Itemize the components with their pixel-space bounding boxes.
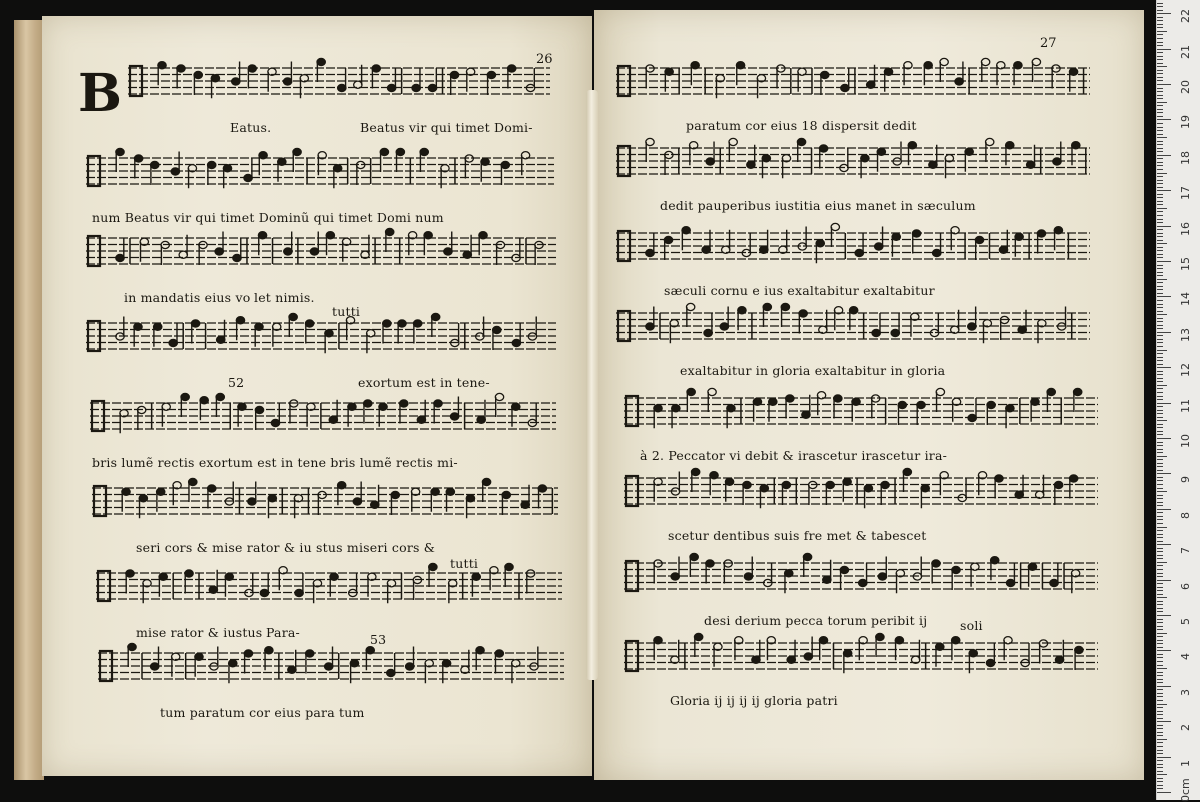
ruler-tick (1157, 335, 1163, 336)
ruler-tick (1157, 626, 1163, 627)
ruler-tick (1157, 760, 1163, 761)
book-gutter (586, 90, 598, 680)
ruler-tick (1157, 509, 1171, 510)
ruler-label: 19 (1179, 115, 1192, 130)
ruler-tick (1157, 229, 1163, 230)
ruler-tick (1157, 350, 1167, 351)
ruler-tick (1157, 774, 1167, 775)
lyric-line: dedit pauperibus iustitia eius manet in sæculum (660, 198, 976, 213)
music-staff (86, 140, 554, 202)
ruler-tick (1157, 735, 1163, 736)
ruler-tick (1157, 286, 1163, 287)
ruler-tick (1157, 282, 1163, 283)
ruler-label: 2 (1179, 724, 1192, 732)
ruler-tick (1157, 512, 1163, 513)
ruler-tick (1157, 194, 1163, 195)
ruler-tick (1157, 640, 1163, 641)
ruler-tick (1157, 63, 1163, 64)
ruler-tick (1157, 91, 1163, 92)
ruler-tick (1157, 721, 1171, 722)
ruler-tick (1157, 700, 1163, 701)
ruler-tick (1157, 165, 1163, 166)
ruler-tick (1157, 718, 1163, 719)
ruler-tick (1157, 219, 1163, 220)
ruler-label: 6 (1179, 582, 1192, 590)
ruler-tick (1157, 558, 1163, 559)
ruler-tick (1157, 675, 1163, 676)
music-staff (616, 130, 1090, 192)
ruler-tick (1157, 119, 1171, 120)
ruler-tick (1157, 240, 1163, 241)
ruler-tick (1157, 155, 1171, 156)
ruler-tick (1157, 367, 1171, 368)
ruler-label: 8 (1179, 511, 1192, 519)
lyric-line: sæculi cornu e ius exaltabitur exaltabitur (664, 283, 935, 298)
ruler-tick (1157, 452, 1163, 453)
ruler-tick (1157, 466, 1163, 467)
book-page-edges (14, 20, 44, 780)
ruler-tick (1157, 672, 1163, 673)
ruler-tick (1157, 608, 1163, 609)
ruler-tick (1157, 682, 1163, 683)
ruler-tick (1157, 739, 1167, 740)
ruler-tick (1157, 197, 1163, 198)
ruler-tick (1157, 24, 1163, 25)
music-staff (624, 625, 1098, 687)
ruler-tick (1157, 431, 1163, 432)
ruler-tick (1157, 3, 1163, 4)
ruler-tick (1157, 502, 1163, 503)
ruler-tick (1157, 477, 1163, 478)
ruler-tick (1157, 537, 1163, 538)
ruler-tick (1157, 52, 1163, 53)
ruler-tick (1157, 403, 1171, 404)
ruler-tick (1157, 17, 1163, 18)
ruler-tick (1157, 98, 1163, 99)
ruler-tick (1157, 427, 1163, 428)
ruler-tick (1157, 488, 1163, 489)
ruler-tick (1157, 767, 1163, 768)
ruler-label: 16 (1179, 221, 1192, 236)
ruler-tick (1157, 49, 1171, 50)
ruler-tick (1157, 434, 1163, 435)
music-staff (624, 380, 1098, 442)
ruler-tick (1157, 622, 1163, 623)
ruler-tick (1157, 95, 1163, 96)
ruler-tick (1157, 686, 1171, 687)
ruler-tick (1157, 534, 1163, 535)
music-staff (86, 220, 556, 282)
ruler-tick (1157, 594, 1163, 595)
measuring-ruler (1156, 0, 1200, 800)
ruler-tick (1157, 424, 1163, 425)
ruler-tick (1157, 105, 1163, 106)
music-staff (86, 305, 556, 367)
ruler-tick (1157, 243, 1167, 244)
ruler-tick (1157, 665, 1163, 666)
ruler-tick (1157, 449, 1163, 450)
ruler-tick (1157, 102, 1167, 103)
lyric-line: mise rator & iustus (136, 625, 263, 640)
ruler-tick (1157, 318, 1163, 319)
ruler-tick (1157, 551, 1163, 552)
ruler-tick (1157, 151, 1163, 152)
ruler-tick (1157, 689, 1163, 690)
ruler-tick (1157, 583, 1163, 584)
ruler-tick (1157, 180, 1163, 181)
music-staff (92, 470, 558, 532)
ruler-tick (1157, 530, 1163, 531)
ruler-label: 13 (1179, 327, 1192, 342)
ruler-tick (1157, 328, 1163, 329)
ruler-tick (1157, 456, 1167, 457)
ruler-tick (1157, 134, 1163, 135)
ruler-label: 17 (1179, 186, 1192, 201)
lyric-line: à 2. Peccator vi debit & irascetur irascetur ira- (640, 448, 948, 463)
ruler-tick (1157, 360, 1163, 361)
ruler-tick (1157, 732, 1163, 733)
ruler-tick (1157, 236, 1163, 237)
ruler-tick (1157, 272, 1163, 273)
ruler-tick (1157, 226, 1171, 227)
lyric-line: 52 (228, 375, 245, 390)
ruler-tick (1157, 523, 1163, 524)
ruler-tick (1157, 714, 1163, 715)
ruler-tick (1157, 201, 1163, 202)
ruler-tick (1157, 548, 1163, 549)
ruler-tick (1157, 654, 1163, 655)
ruler-tick (1157, 388, 1163, 389)
ruler-label: 14 (1179, 292, 1192, 307)
ruler-tick (1157, 650, 1171, 651)
ruler-tick (1157, 445, 1163, 446)
ruler-tick (1157, 693, 1163, 694)
ruler-tick (1157, 711, 1163, 712)
music-staff (624, 545, 1098, 607)
ruler-tick (1157, 257, 1163, 258)
ruler-tick (1157, 162, 1163, 163)
lyric-line: in mandatis eius vo (124, 290, 251, 305)
lyric-line: tum paratum cor eius para tum (160, 705, 365, 720)
ruler-tick (1157, 116, 1163, 117)
ruler-tick (1157, 788, 1163, 789)
ruler-tick (1157, 753, 1163, 754)
ruler-tick (1157, 73, 1163, 74)
left-page-number: 26 (536, 52, 553, 67)
ruler-label: 12 (1179, 363, 1192, 378)
ruler-tick (1157, 169, 1163, 170)
ruler-tick (1157, 498, 1163, 499)
lyric-line: bris lumẽ rectis exortum est in tene bris lumẽ rectis mi- (92, 455, 458, 470)
performance-marker: tutti (332, 304, 361, 319)
ruler-tick (1157, 420, 1167, 421)
music-staff (616, 215, 1090, 277)
music-staff (96, 555, 562, 617)
ruler-tick (1157, 332, 1171, 333)
ruler-tick (1157, 261, 1171, 262)
ruler-tick (1157, 176, 1163, 177)
ruler-tick (1157, 190, 1171, 191)
ruler-label: 0cm (1179, 778, 1192, 802)
decorated-initial: B (78, 63, 122, 124)
ruler-tick (1157, 746, 1163, 747)
ruler-tick (1157, 410, 1163, 411)
ruler-label: 4 (1179, 653, 1192, 661)
music-staff (98, 635, 564, 697)
ruler-tick (1157, 80, 1163, 81)
ruler-tick (1157, 374, 1163, 375)
ruler-tick (1157, 396, 1163, 397)
ruler-tick (1157, 785, 1163, 786)
ruler-tick (1157, 275, 1163, 276)
ruler-tick (1157, 353, 1163, 354)
ruler-tick (1157, 647, 1163, 648)
ruler-tick (1157, 696, 1163, 697)
ruler-tick (1157, 527, 1167, 528)
ruler-tick (1157, 781, 1163, 782)
ruler-label: 7 (1179, 547, 1192, 555)
music-staff (616, 295, 1090, 357)
ruler-tick (1157, 636, 1163, 637)
ruler-tick (1157, 204, 1163, 205)
ruler-tick (1157, 112, 1163, 113)
ruler-tick (1157, 371, 1163, 372)
ruler-tick (1157, 565, 1163, 566)
ruler-tick (1157, 13, 1171, 14)
ruler-tick (1157, 597, 1167, 598)
ruler-tick (1157, 342, 1163, 343)
ruler-tick (1157, 764, 1163, 765)
ruler-tick (1157, 601, 1163, 602)
ruler-tick (1157, 148, 1163, 149)
ruler-label: 11 (1179, 398, 1192, 413)
ruler-label: 5 (1179, 618, 1192, 625)
ruler-label: 3 (1179, 688, 1192, 696)
ruler-tick (1157, 183, 1163, 184)
ruler-tick (1157, 442, 1163, 443)
ruler-tick (1157, 657, 1163, 658)
lyric-line: seri cors & mise rator & iu stus miseri cors & (136, 540, 436, 555)
ruler-tick (1157, 364, 1163, 365)
ruler-tick (1157, 392, 1163, 393)
ruler-tick (1157, 265, 1163, 266)
ruler-tick (1157, 611, 1163, 612)
ruler-label: 22 (1179, 9, 1192, 24)
ruler-tick (1157, 587, 1163, 588)
ruler-tick (1157, 505, 1163, 506)
ruler-tick (1157, 629, 1163, 630)
ruler-label: 1 (1179, 759, 1192, 767)
ruler-tick (1157, 633, 1167, 634)
music-staff (616, 50, 1090, 112)
ruler-tick (1157, 604, 1163, 605)
ruler-tick (1157, 66, 1167, 67)
ruler-label: 21 (1179, 44, 1192, 59)
ruler-tick (1157, 668, 1167, 669)
ruler-tick (1157, 268, 1163, 269)
ruler-tick (1157, 289, 1163, 290)
lyric-line: scetur dentibus suis fre met & tabescet (668, 528, 927, 543)
ruler-tick (1157, 10, 1163, 11)
ruler-tick (1157, 304, 1163, 305)
ruler-tick (1157, 325, 1163, 326)
ruler-tick (1157, 137, 1167, 138)
lyric-line: paratum cor eius 18 dispersit dedit (686, 118, 917, 133)
music-staff (128, 50, 550, 112)
ruler-tick (1157, 211, 1163, 212)
ruler-tick (1157, 42, 1163, 43)
ruler-tick (1157, 6, 1163, 7)
ruler-tick (1157, 321, 1163, 322)
ruler-tick (1157, 247, 1163, 248)
ruler-tick (1157, 495, 1163, 496)
ruler-tick (1157, 27, 1163, 28)
ruler-tick (1157, 406, 1163, 407)
ruler-tick (1157, 378, 1163, 379)
ruler-tick (1157, 173, 1167, 174)
ruler-tick (1157, 88, 1163, 89)
ruler-tick (1157, 569, 1163, 570)
ruler-tick (1157, 293, 1163, 294)
ruler-tick (1157, 541, 1163, 542)
ruler-tick (1157, 704, 1167, 705)
ruler-tick (1157, 516, 1163, 517)
ruler-tick (1157, 187, 1163, 188)
ruler-tick (1157, 296, 1171, 297)
lyric-line-continuation: Para- (266, 625, 300, 640)
ruler-tick (1157, 778, 1163, 779)
ruler-tick (1157, 300, 1163, 301)
ruler-tick (1157, 123, 1163, 124)
ruler-tick (1157, 417, 1163, 418)
ruler-tick (1157, 463, 1163, 464)
ruler-tick (1157, 413, 1163, 414)
ruler-tick (1157, 141, 1163, 142)
lyric-line-continuation: Beatus vir qui timet Domi- (360, 120, 533, 135)
lyric-line: exaltabitur in gloria exaltabitur in gloria (680, 363, 946, 378)
ruler-tick (1157, 792, 1171, 793)
lyric-line-continuation: let nimis. (254, 290, 315, 305)
right-page-number: 27 (1040, 36, 1057, 51)
ruler-tick (1157, 750, 1163, 751)
lyric-line: desi derium pecca torum peribit ij (704, 613, 928, 628)
ruler-tick (1157, 480, 1163, 481)
ruler-tick (1157, 34, 1163, 35)
ruler-tick (1157, 127, 1163, 128)
ruler-tick (1157, 254, 1163, 255)
ruler-tick (1157, 725, 1163, 726)
ruler-tick (1157, 38, 1163, 39)
ruler-tick (1157, 473, 1171, 474)
ruler-tick (1157, 771, 1163, 772)
ruler-label: 15 (1179, 257, 1192, 272)
ruler-tick (1157, 399, 1163, 400)
ruler-tick (1157, 459, 1163, 460)
ruler-tick (1157, 233, 1163, 234)
ruler-tick (1157, 643, 1163, 644)
ruler-label: 20 (1179, 80, 1192, 95)
ruler-tick (1157, 519, 1163, 520)
ruler-tick (1157, 615, 1171, 616)
ruler-tick (1157, 208, 1167, 209)
performance-marker: tutti (450, 556, 479, 571)
ruler-tick (1157, 470, 1163, 471)
ruler-tick (1157, 346, 1163, 347)
ruler-label: 9 (1179, 476, 1192, 484)
ruler-tick (1157, 707, 1163, 708)
ruler-tick (1157, 311, 1163, 312)
ruler-tick (1157, 742, 1163, 743)
ruler-tick (1157, 619, 1163, 620)
music-staff (90, 385, 556, 447)
ruler-tick (1157, 555, 1163, 556)
lyric-line-continuation: exortum est in tene- (358, 375, 490, 390)
ruler-tick (1157, 484, 1163, 485)
ruler-tick (1157, 438, 1171, 439)
ruler-tick (1157, 279, 1167, 280)
ruler-tick (1157, 661, 1163, 662)
performance-marker: soli (960, 618, 983, 633)
system-number: 53 (370, 632, 387, 647)
ruler-tick (1157, 222, 1163, 223)
ruler-tick (1157, 357, 1163, 358)
ruler-tick (1157, 381, 1163, 382)
ruler-tick (1157, 562, 1167, 563)
ruler-tick (1157, 215, 1163, 216)
ruler-tick (1157, 130, 1163, 131)
ruler-tick (1157, 590, 1163, 591)
ruler-label: 10 (1179, 434, 1192, 449)
ruler-tick (1157, 544, 1171, 545)
ruler-tick (1157, 56, 1163, 57)
ruler-tick (1157, 757, 1171, 758)
ruler-tick (1157, 580, 1171, 581)
ruler-tick (1157, 307, 1163, 308)
lyric-line: Eatus. (230, 120, 272, 135)
ruler-label: 18 (1179, 150, 1192, 165)
lyric-line: Gloria ij ij ij ij gloria patri (670, 693, 838, 708)
ruler-tick (1157, 45, 1163, 46)
ruler-tick (1157, 679, 1163, 680)
ruler-tick (1157, 728, 1163, 729)
ruler-tick (1157, 339, 1163, 340)
music-staff (624, 460, 1098, 522)
ruler-tick (1157, 491, 1167, 492)
ruler-tick (1157, 158, 1163, 159)
lyric-line: num Beatus vir qui timet Dominũ qui timet Domi num (92, 210, 444, 225)
ruler-tick (1157, 20, 1163, 21)
ruler-tick (1157, 77, 1163, 78)
ruler-tick (1157, 70, 1163, 71)
ruler-tick (1157, 84, 1171, 85)
ruler-tick (1157, 144, 1163, 145)
ruler-tick (1157, 109, 1163, 110)
ruler-tick (1157, 314, 1167, 315)
ruler-tick (1157, 59, 1163, 60)
ruler-tick (1157, 385, 1167, 386)
ruler-tick (1157, 576, 1163, 577)
ruler-tick (1157, 31, 1167, 32)
ruler-tick (1157, 573, 1163, 574)
ruler-tick (1157, 250, 1163, 251)
